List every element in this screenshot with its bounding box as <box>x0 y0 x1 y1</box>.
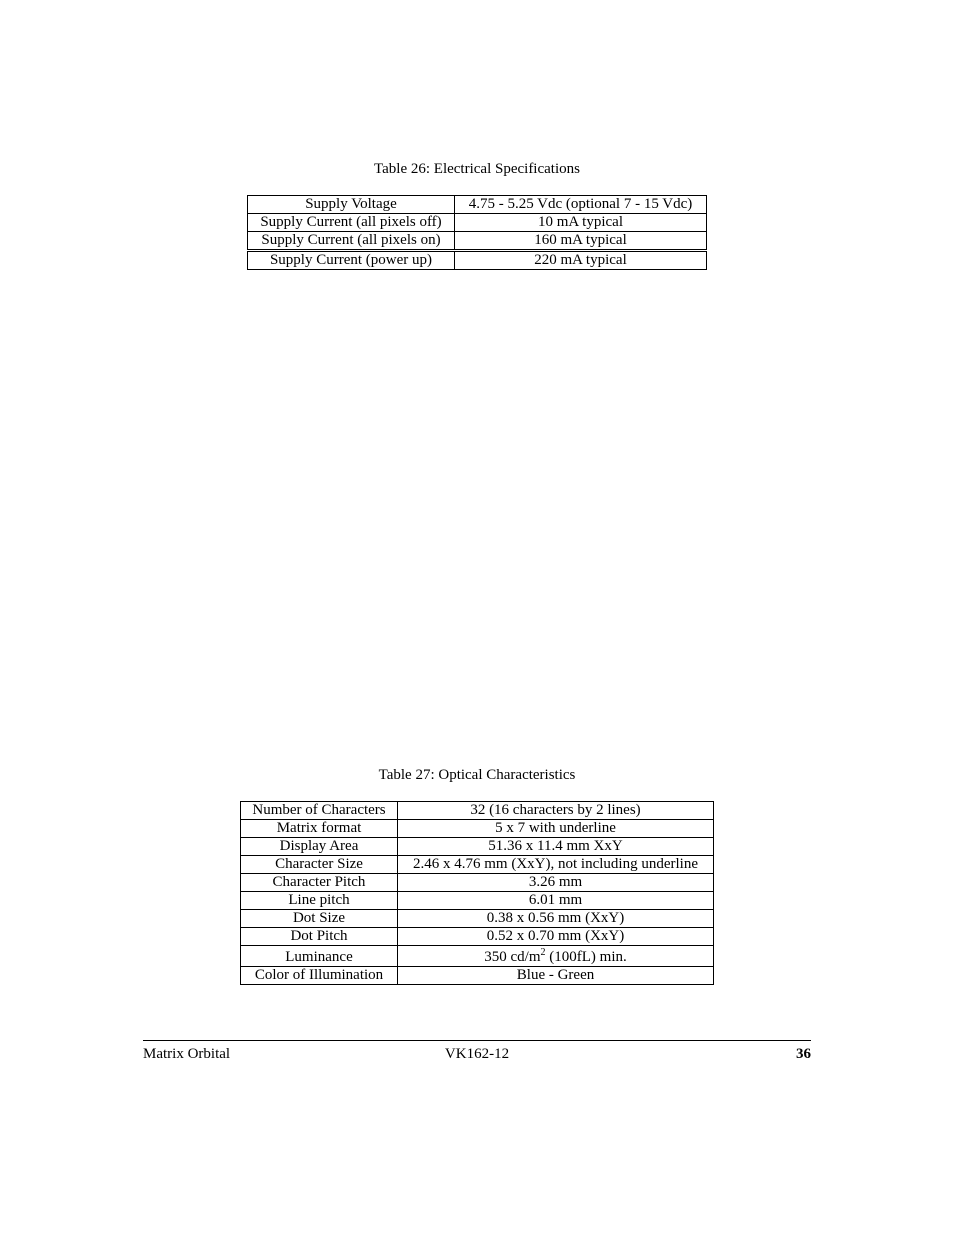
footer-model: VK162-12 <box>444 1046 510 1062</box>
spec-value <box>398 946 714 967</box>
table-row <box>241 967 714 985</box>
spec-label: Display Area <box>241 838 398 856</box>
spec-value: 0.52 x 0.70 mm (XxY) <box>398 928 714 946</box>
spec-label: Supply Current (all pixels off) <box>248 214 455 232</box>
table-row <box>241 820 714 838</box>
unit-superscript: 2 <box>540 947 546 958</box>
spec-value: 5 x 7 with underline <box>398 820 714 838</box>
page-number: 36 <box>796 1046 811 1062</box>
spec-value: 10 mA typical <box>455 214 707 232</box>
spec-value: 0.38 x 0.56 mm (XxY) <box>398 910 714 928</box>
footer-divider <box>143 1040 811 1041</box>
table-row <box>241 802 714 820</box>
table-row <box>241 946 714 967</box>
spec-value: 6.01 mm <box>398 892 714 910</box>
spec-label: Supply Current (power up) <box>248 251 455 270</box>
spec-value: 160 mA typical <box>455 232 707 251</box>
table-row <box>241 910 714 928</box>
luminance-value: 350 cd/m <box>484 949 541 965</box>
table-26-caption: Table 26: Electrical Specifications <box>374 161 580 177</box>
table-row <box>248 251 707 270</box>
spec-label: Number of Characters <box>241 802 398 820</box>
spec-value: 2.46 x 4.76 mm (XxY), not including underline <box>398 856 714 874</box>
table-row <box>248 214 707 232</box>
optical-characteristics-table <box>240 801 714 985</box>
table-27-caption: Table 27: Optical Characteristics <box>378 767 576 783</box>
table-row <box>248 232 707 251</box>
spec-label: Dot Size <box>241 910 398 928</box>
spec-value: 51.36 x 11.4 mm XxY <box>398 838 714 856</box>
spec-label: Supply Voltage <box>248 196 455 214</box>
spec-label: Dot Pitch <box>241 928 398 946</box>
table-row <box>241 838 714 856</box>
table-row <box>241 892 714 910</box>
spec-value: Blue - Green <box>398 967 714 985</box>
spec-value: 32 (16 characters by 2 lines) <box>398 802 714 820</box>
spec-label: Character Size <box>241 856 398 874</box>
table-row <box>248 196 707 214</box>
spec-label: Character Pitch <box>241 874 398 892</box>
electrical-specifications-table <box>247 195 707 270</box>
spec-label: Color of Illumination <box>241 967 398 985</box>
table-row <box>241 928 714 946</box>
spec-label: Supply Current (all pixels on) <box>248 232 455 251</box>
spec-label: Matrix format <box>241 820 398 838</box>
spec-value: 220 mA typical <box>455 251 707 270</box>
spec-value: 3.26 mm <box>398 874 714 892</box>
spec-label: Line pitch <box>241 892 398 910</box>
spec-value: 4.75 - 5.25 Vdc (optional 7 - 15 Vdc) <box>455 196 707 214</box>
table-row <box>241 856 714 874</box>
footer-company: Matrix Orbital <box>143 1046 231 1062</box>
luminance-suffix: (100fL) min. <box>545 949 627 965</box>
table-row <box>241 874 714 892</box>
spec-label: Luminance <box>241 946 398 967</box>
